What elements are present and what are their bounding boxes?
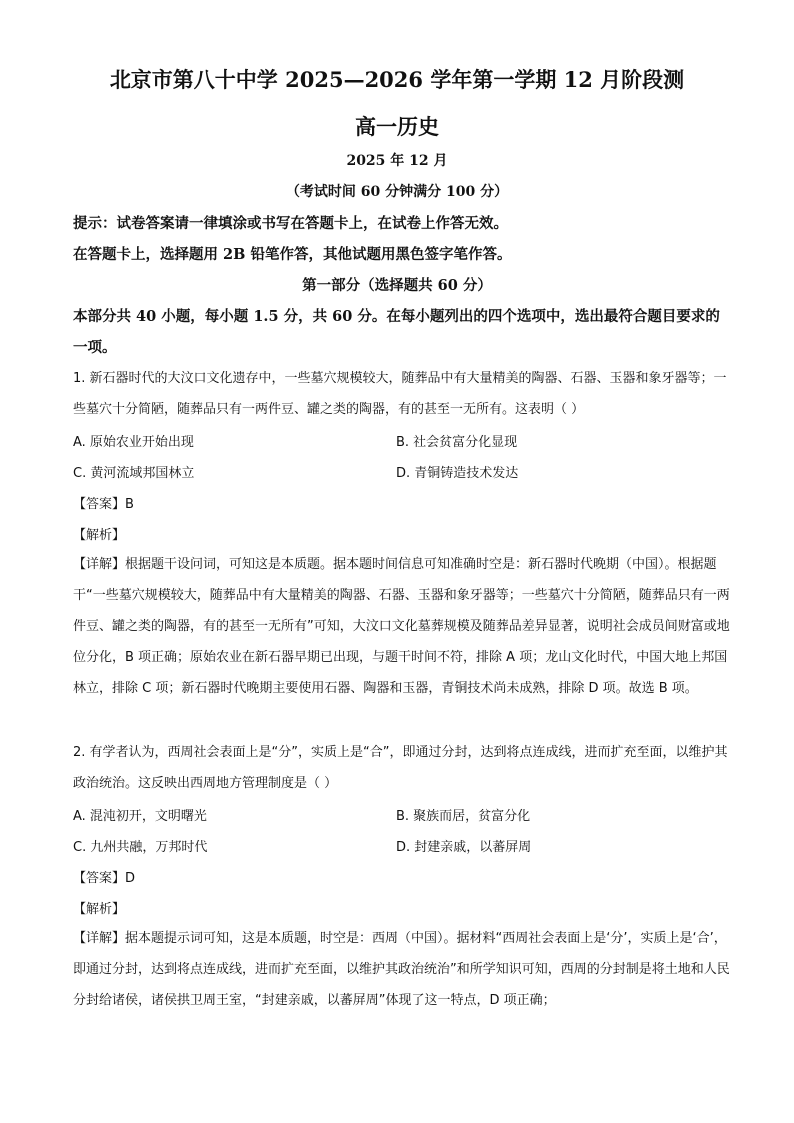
- question-1-stem: 1. 新石器时代的大汶口文化遗存中，一些墓穴规模较大，随葬品中有大量精美的陶器、石器、玉器和象牙器等；一些墓穴十分简陋，随葬品只有一两件豆、罐之类的陶器，有的甚至一无所有。这表明（ ）: [73, 371, 727, 417]
- q2-analysis-label: 【解析】: [73, 902, 126, 917]
- exam-date: 2025 年 12 月: [346, 153, 448, 169]
- exam-info: （考试时间 60 分钟满分 100 分）: [285, 184, 509, 200]
- q1-analysis-label: 【解析】: [73, 528, 126, 543]
- q2-answer: 【答案】D: [73, 871, 136, 886]
- notice-line-2: 在答题卡上，选择题用 2B 铅笔作答，其他试题用黑色签字笔作答。: [73, 246, 512, 263]
- q2-option-b: B. 聚族而居，贫富分化: [396, 809, 531, 824]
- q1-option-d: D. 青铜铸造技术发达: [396, 466, 519, 481]
- part-instruction: 本部分共 40 小题，每小题 1.5 分，共 60 分。在每小题列出的四个选项中，选出最符合题目要求的一项。: [73, 308, 720, 356]
- notice-line-1: 提示：试卷答案请一律填涂或书写在答题卡上，在试卷上作答无效。: [73, 215, 508, 232]
- part-heading: 第一部分（选择题共 60 分）: [302, 277, 492, 294]
- q2-detail: 【详解】据本题提示词可知，这是本质题，时空是：西周（中国）。据材料“西周社会表面上是‘分’，实质上是‘合’，即通过分封，达到将点连成线，进而扩充至面，以维护其政治统治”和所学知识可知，西周的分封制是将土地和人民分封给诸侯，诸侯拱卫周王室，“封建亲戚，以蕃屏周”体现了这一特点，D 项正确；: [73, 931, 730, 1008]
- q1-option-b: B. 社会贫富分化显现: [396, 435, 518, 450]
- question-2-stem: 2. 有学者认为，西周社会表面上是“分”，实质上是“合”，即通过分封，达到将点连成线，进而扩充至面，以维护其政治统治。这反映出西周地方管理制度是（ ）: [73, 745, 728, 791]
- q2-option-d: D. 封建亲戚，以蕃屏周: [396, 840, 532, 855]
- q2-option-c: C. 九州共融，万邦时代: [73, 840, 208, 855]
- q1-answer: 【答案】B: [73, 497, 134, 512]
- q1-option-c: C. 黄河流域邦国林立: [73, 466, 195, 481]
- q1-option-a: A. 原始农业开始出现: [73, 435, 194, 450]
- subject-title: 高一历史: [355, 114, 439, 139]
- q2-option-a: A. 混沌初开，文明曙光: [73, 809, 207, 824]
- exam-title: 北京市第八十中学 2025—2026 学年第一学期 12 月阶段测: [109, 67, 685, 92]
- q1-detail: 【详解】根据题干设问词，可知这是本质题。据本题时间信息可知准确时空是：新石器时代晚期（中国）。根据题干“一些墓穴规模较大，随葬品中有大量精美的陶器、石器、玉器和象牙器等；一些墓穴十分简陋，随葬品只有一两件豆、罐之类的陶器，有的甚至一无所有”可知，大汶口文化墓葬规模及随葬品差异显著，说明社会成员间财富或地位分化，B 项正确；原始农业在新石器早期已出现，与题干时间不符，排除 A 项；龙山文化时代，中国大地上邦国林立，排除 C 项；新石器时代晚期主要使用石器、陶器和玉器，青铜技术尚未成熟，排除 D 项。故选 B 项。: [73, 557, 730, 696]
